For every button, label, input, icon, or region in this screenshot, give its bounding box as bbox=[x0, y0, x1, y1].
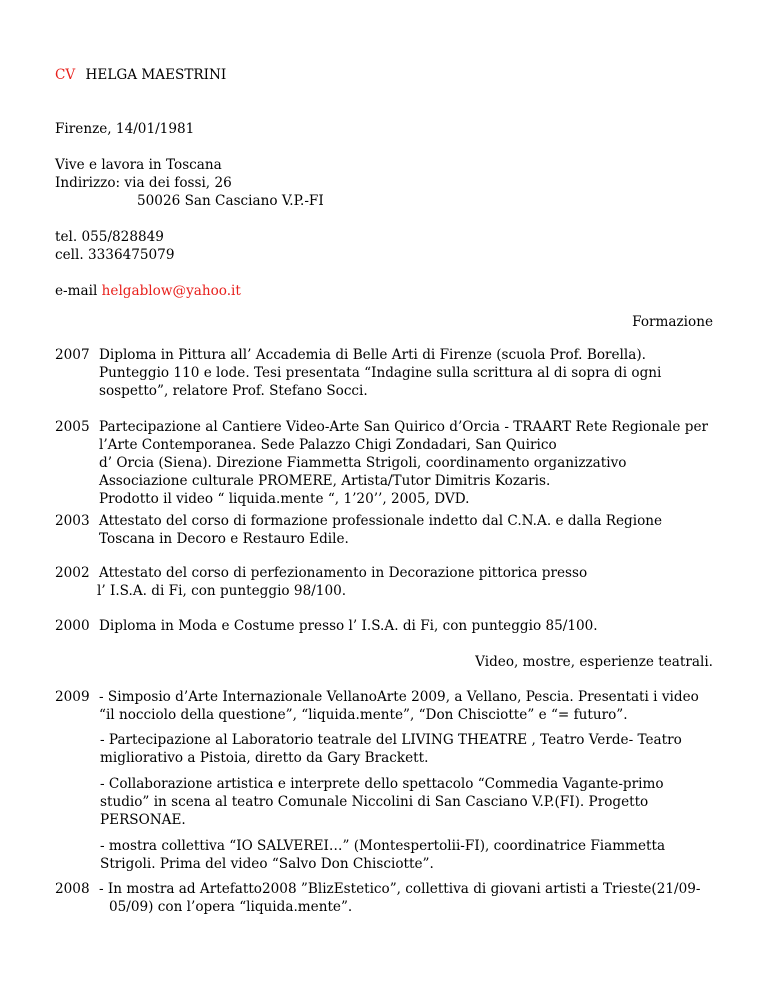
entry-line: Punteggio 110 e lode. Tesi presentata “Indagine sulla scrittura al di sopra di ogni bbox=[99, 365, 662, 381]
entry-line: studio” in scena al teatro Comunale Niccolini di San Casciano V.P.(FI). Progetto bbox=[100, 794, 649, 810]
address-city: 50026 San Casciano V.P.-FI bbox=[137, 193, 324, 209]
esperienze-subitem bbox=[100, 837, 740, 873]
entry-line: 05/09) con l’opera “liquida.mente”. bbox=[109, 899, 353, 915]
mobile: cell. 3336475079 bbox=[55, 247, 175, 263]
entry-line: l’ I.S.A. di Fi, con punteggio 98/100. bbox=[97, 583, 347, 599]
entry-line: Diploma in Moda e Costume presso l’ I.S.A. di Fi, con punteggio 85/100. bbox=[99, 618, 598, 634]
entry-line: Associazione culturale PROMERE, Artista/Tutor Dimitris Kozaris. bbox=[99, 473, 551, 489]
section-heading-esperienze: Video, mostre, esperienze teatrali. bbox=[475, 654, 713, 670]
entry-line: - mostra collettiva “IO SALVEREI…” (Montespertolii-FI), coordinatrice Fiammetta bbox=[100, 838, 666, 854]
esperienze-subitem bbox=[100, 731, 740, 767]
entry-year: 2000 bbox=[55, 618, 90, 634]
entry-year: 2008 bbox=[55, 881, 90, 897]
entry-line: - In mostra ad Artefatto2008 ”BlizEstetico”, collettiva di giovani artisti a Trieste(21/09- bbox=[99, 881, 701, 897]
entry-line: - Collaborazione artistica e interprete dello spettacolo “Commedia Vagante-primo bbox=[100, 776, 664, 792]
entry-year: 2009 bbox=[55, 689, 90, 705]
section-heading-formazione: Formazione bbox=[632, 314, 713, 330]
email-line bbox=[55, 282, 241, 300]
entry-text bbox=[99, 617, 739, 635]
entry-line: l’Arte Contemporanea. Sede Palazzo Chigi Zondadari, San Quirico bbox=[99, 437, 557, 453]
person-name: HELGA MAESTRINI bbox=[85, 67, 227, 83]
entry-line: sospetto”, relatore Prof. Stefano Socci. bbox=[99, 383, 368, 399]
entry-line: “il nocciolo della questione”, “liquida.mente”, “Don Chisciotte” e “= futuro”. bbox=[99, 707, 628, 723]
entry-line: Attestato del corso di perfezionamento in Decorazione pittorica presso bbox=[99, 565, 588, 581]
entry-year: 2002 bbox=[55, 565, 90, 581]
email-link[interactable]: helgablow@yahoo.it bbox=[101, 283, 241, 299]
birth-info: Firenze, 14/01/1981 bbox=[55, 121, 195, 137]
email-label: e-mail bbox=[55, 283, 98, 299]
entry-text bbox=[99, 880, 739, 916]
telephone: tel. 055/828849 bbox=[55, 229, 164, 245]
entry-line: Partecipazione al Cantiere Video-Arte San Quirico d’Orcia - TRAART Rete Regionale per bbox=[99, 419, 709, 435]
cv-label: CV bbox=[55, 67, 76, 83]
lives-info: Vive e lavora in Toscana bbox=[55, 157, 222, 173]
entry-year: 2003 bbox=[55, 513, 90, 529]
entry-text bbox=[99, 346, 739, 400]
entry-line: Prodotto il video “ liquida.mente “, 1’20’’, 2005, DVD. bbox=[99, 491, 470, 507]
entry-line: Attestato del corso di formazione professionale indetto dal C.N.A. e dalla Regione bbox=[99, 513, 663, 529]
entry-line: - Partecipazione al Laboratorio teatrale del LIVING THEATRE , Teatro Verde- Teatro bbox=[100, 732, 682, 748]
entry-line: - Simposio d’Arte Internazionale VellanoArte 2009, a Vellano, Pescia. Presentati i video bbox=[99, 689, 699, 705]
cv-title bbox=[55, 66, 226, 84]
entry-year: 2005 bbox=[55, 419, 90, 435]
entry-text bbox=[99, 418, 739, 508]
entry-line: Diploma in Pittura all’ Accademia di Belle Arti di Firenze (scuola Prof. Borella). bbox=[99, 347, 646, 363]
esperienze-subitem bbox=[100, 775, 740, 829]
entry-text bbox=[99, 512, 739, 548]
entry-line: d’ Orcia (Siena). Direzione Fiammetta Strigoli, coordinamento organizzativo bbox=[99, 455, 627, 471]
entry-line: Strigoli. Prima del video “Salvo Don Chisciotte”. bbox=[100, 856, 434, 872]
entry-line: Toscana in Decoro e Restauro Edile. bbox=[99, 531, 349, 547]
entry-text bbox=[99, 688, 739, 724]
entry-text bbox=[99, 564, 739, 600]
entry-line: migliorativo a Pistoia, diretto da Gary Brackett. bbox=[100, 750, 429, 766]
entry-year: 2007 bbox=[55, 347, 90, 363]
address-line: Indirizzo: via dei fossi, 26 bbox=[55, 175, 232, 191]
entry-line: PERSONAE. bbox=[100, 812, 186, 828]
